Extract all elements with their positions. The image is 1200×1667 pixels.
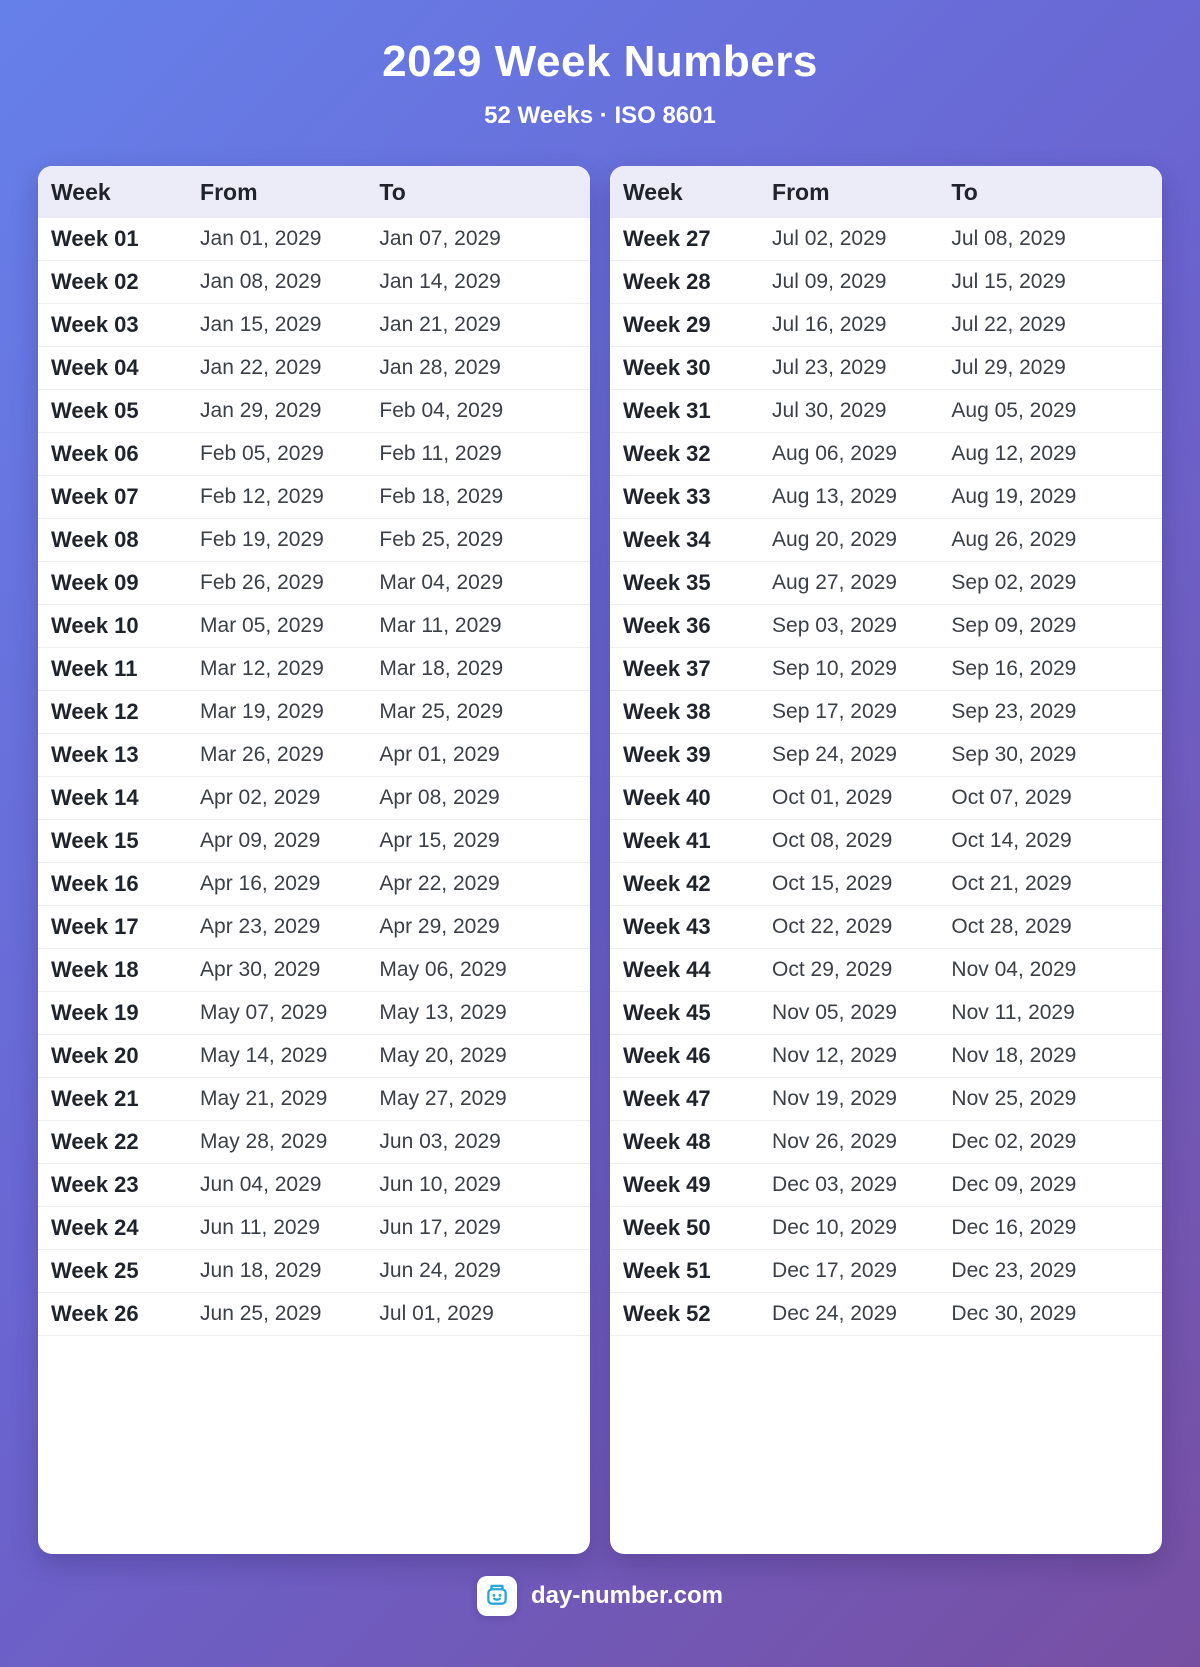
cell-from-date: Jul 30, 2029 <box>772 390 951 433</box>
table-row <box>38 648 590 691</box>
cell-from-date: Nov 19, 2029 <box>772 1078 951 1121</box>
tables-container <box>0 166 1200 1554</box>
week-table-card-right <box>610 166 1162 1554</box>
cell-week-label: Week 27 <box>610 218 772 261</box>
cell-week-label: Week 21 <box>38 1078 200 1121</box>
cell-to-date: Oct 07, 2029 <box>951 777 1162 820</box>
cell-from-date: Apr 30, 2029 <box>200 949 379 992</box>
table-row <box>610 1207 1162 1250</box>
cell-to-date: Jan 07, 2029 <box>379 218 590 261</box>
cell-to-date: Jan 28, 2029 <box>379 347 590 390</box>
site-logo-badge <box>477 1576 517 1616</box>
cell-week-label: Week 31 <box>610 390 772 433</box>
table-row <box>38 562 590 605</box>
cell-to-date: Dec 23, 2029 <box>951 1250 1162 1293</box>
table-row <box>38 992 590 1035</box>
table-row <box>610 648 1162 691</box>
table-header-right <box>610 166 1162 218</box>
cell-from-date: Aug 06, 2029 <box>772 433 951 476</box>
table-row <box>610 1250 1162 1293</box>
cell-to-date: Feb 25, 2029 <box>379 519 590 562</box>
table-row <box>610 562 1162 605</box>
cell-week-label: Week 06 <box>38 433 200 476</box>
cell-from-date: Jul 16, 2029 <box>772 304 951 347</box>
cell-from-date: Apr 02, 2029 <box>200 777 379 820</box>
table-row <box>610 304 1162 347</box>
cell-to-date: May 27, 2029 <box>379 1078 590 1121</box>
table-row <box>610 605 1162 648</box>
table-row <box>38 863 590 906</box>
cell-week-label: Week 24 <box>38 1207 200 1250</box>
cell-week-label: Week 22 <box>38 1121 200 1164</box>
cell-to-date: Apr 22, 2029 <box>379 863 590 906</box>
cell-from-date: Sep 17, 2029 <box>772 691 951 734</box>
cell-from-date: Jul 09, 2029 <box>772 261 951 304</box>
cell-to-date: Jul 29, 2029 <box>951 347 1162 390</box>
cell-week-label: Week 47 <box>610 1078 772 1121</box>
cell-week-label: Week 14 <box>38 777 200 820</box>
table-row <box>610 390 1162 433</box>
cell-from-date: Jan 15, 2029 <box>200 304 379 347</box>
cell-from-date: Nov 26, 2029 <box>772 1121 951 1164</box>
cell-week-label: Week 34 <box>610 519 772 562</box>
cell-to-date: May 13, 2029 <box>379 992 590 1035</box>
cell-to-date: Jun 03, 2029 <box>379 1121 590 1164</box>
cell-to-date: Nov 18, 2029 <box>951 1035 1162 1078</box>
table-header-row <box>38 166 590 218</box>
cell-from-date: Mar 12, 2029 <box>200 648 379 691</box>
cell-from-date: Dec 17, 2029 <box>772 1250 951 1293</box>
cell-week-label: Week 49 <box>610 1164 772 1207</box>
cell-week-label: Week 52 <box>610 1293 772 1336</box>
cell-from-date: Dec 24, 2029 <box>772 1293 951 1336</box>
cell-week-label: Week 48 <box>610 1121 772 1164</box>
cell-to-date: Apr 08, 2029 <box>379 777 590 820</box>
cell-from-date: Sep 10, 2029 <box>772 648 951 691</box>
cell-from-date: Sep 03, 2029 <box>772 605 951 648</box>
column-header-from: From <box>200 166 379 218</box>
cell-week-label: Week 19 <box>38 992 200 1035</box>
cell-from-date: Nov 12, 2029 <box>772 1035 951 1078</box>
table-row <box>38 390 590 433</box>
cell-week-label: Week 02 <box>38 261 200 304</box>
table-row <box>38 1293 590 1336</box>
cell-from-date: Feb 26, 2029 <box>200 562 379 605</box>
table-row <box>38 820 590 863</box>
table-row <box>610 734 1162 777</box>
cell-week-label: Week 08 <box>38 519 200 562</box>
table-row <box>38 734 590 777</box>
column-header-week: Week <box>38 166 200 218</box>
cell-to-date: Dec 30, 2029 <box>951 1293 1162 1336</box>
table-row <box>38 519 590 562</box>
cell-to-date: Mar 04, 2029 <box>379 562 590 605</box>
table-row <box>38 218 590 261</box>
cell-from-date: Apr 16, 2029 <box>200 863 379 906</box>
table-row <box>38 1250 590 1293</box>
week-table-body-left <box>38 218 590 1336</box>
table-row <box>38 605 590 648</box>
site-footer <box>0 1576 1200 1616</box>
cell-from-date: Jun 04, 2029 <box>200 1164 379 1207</box>
cell-to-date: Nov 04, 2029 <box>951 949 1162 992</box>
cell-from-date: May 07, 2029 <box>200 992 379 1035</box>
cell-week-label: Week 46 <box>610 1035 772 1078</box>
cell-to-date: Jun 10, 2029 <box>379 1164 590 1207</box>
cell-to-date: Apr 01, 2029 <box>379 734 590 777</box>
cell-week-label: Week 30 <box>610 347 772 390</box>
cell-to-date: Jan 14, 2029 <box>379 261 590 304</box>
week-table-card-left <box>38 166 590 1554</box>
cell-week-label: Week 18 <box>38 949 200 992</box>
cell-week-label: Week 04 <box>38 347 200 390</box>
cell-from-date: Apr 09, 2029 <box>200 820 379 863</box>
table-row <box>610 218 1162 261</box>
cell-from-date: May 14, 2029 <box>200 1035 379 1078</box>
cell-to-date: Jun 17, 2029 <box>379 1207 590 1250</box>
cell-from-date: Mar 05, 2029 <box>200 605 379 648</box>
table-row <box>38 304 590 347</box>
cell-to-date: Jul 22, 2029 <box>951 304 1162 347</box>
table-row <box>610 1121 1162 1164</box>
cell-week-label: Week 45 <box>610 992 772 1035</box>
cell-from-date: Apr 23, 2029 <box>200 906 379 949</box>
cell-week-label: Week 07 <box>38 476 200 519</box>
table-row <box>610 1293 1162 1336</box>
table-row <box>38 906 590 949</box>
table-header-left <box>38 166 590 218</box>
table-row <box>38 777 590 820</box>
cell-week-label: Week 20 <box>38 1035 200 1078</box>
cell-week-label: Week 01 <box>38 218 200 261</box>
cell-to-date: Oct 21, 2029 <box>951 863 1162 906</box>
cell-from-date: Oct 01, 2029 <box>772 777 951 820</box>
cell-week-label: Week 13 <box>38 734 200 777</box>
cell-from-date: Jan 29, 2029 <box>200 390 379 433</box>
cell-to-date: Sep 30, 2029 <box>951 734 1162 777</box>
cell-from-date: Oct 08, 2029 <box>772 820 951 863</box>
cell-to-date: Oct 14, 2029 <box>951 820 1162 863</box>
cell-from-date: Nov 05, 2029 <box>772 992 951 1035</box>
table-row <box>38 1164 590 1207</box>
cell-week-label: Week 41 <box>610 820 772 863</box>
cell-week-label: Week 37 <box>610 648 772 691</box>
table-row <box>610 863 1162 906</box>
table-row <box>610 820 1162 863</box>
cell-week-label: Week 26 <box>38 1293 200 1336</box>
table-row <box>38 691 590 734</box>
cell-to-date: Sep 02, 2029 <box>951 562 1162 605</box>
table-row <box>38 1035 590 1078</box>
cell-week-label: Week 42 <box>610 863 772 906</box>
cell-from-date: Jan 01, 2029 <box>200 218 379 261</box>
cell-to-date: Oct 28, 2029 <box>951 906 1162 949</box>
calendar-smiley-icon <box>483 1582 511 1610</box>
cell-week-label: Week 11 <box>38 648 200 691</box>
cell-to-date: Mar 18, 2029 <box>379 648 590 691</box>
cell-week-label: Week 23 <box>38 1164 200 1207</box>
week-table-right <box>610 166 1162 1336</box>
cell-to-date: May 20, 2029 <box>379 1035 590 1078</box>
cell-week-label: Week 43 <box>610 906 772 949</box>
table-row <box>610 691 1162 734</box>
cell-to-date: Jul 08, 2029 <box>951 218 1162 261</box>
cell-to-date: Sep 16, 2029 <box>951 648 1162 691</box>
cell-to-date: Dec 09, 2029 <box>951 1164 1162 1207</box>
cell-to-date: Dec 02, 2029 <box>951 1121 1162 1164</box>
cell-from-date: Sep 24, 2029 <box>772 734 951 777</box>
cell-from-date: Feb 12, 2029 <box>200 476 379 519</box>
cell-week-label: Week 44 <box>610 949 772 992</box>
table-row <box>38 433 590 476</box>
cell-from-date: Jul 02, 2029 <box>772 218 951 261</box>
cell-week-label: Week 32 <box>610 433 772 476</box>
cell-from-date: Oct 15, 2029 <box>772 863 951 906</box>
cell-week-label: Week 51 <box>610 1250 772 1293</box>
cell-to-date: Aug 26, 2029 <box>951 519 1162 562</box>
cell-to-date: Aug 19, 2029 <box>951 476 1162 519</box>
column-header-to: To <box>379 166 590 218</box>
table-row <box>610 1164 1162 1207</box>
cell-week-label: Week 28 <box>610 261 772 304</box>
cell-week-label: Week 50 <box>610 1207 772 1250</box>
cell-to-date: Feb 04, 2029 <box>379 390 590 433</box>
table-row <box>38 1207 590 1250</box>
table-row <box>610 261 1162 304</box>
table-row <box>38 949 590 992</box>
cell-week-label: Week 33 <box>610 476 772 519</box>
cell-from-date: Jun 25, 2029 <box>200 1293 379 1336</box>
table-row <box>38 261 590 304</box>
cell-week-label: Week 29 <box>610 304 772 347</box>
week-table-body-right <box>610 218 1162 1336</box>
cell-week-label: Week 10 <box>38 605 200 648</box>
cell-from-date: Oct 22, 2029 <box>772 906 951 949</box>
column-header-week: Week <box>610 166 772 218</box>
cell-to-date: Feb 11, 2029 <box>379 433 590 476</box>
table-row <box>610 992 1162 1035</box>
cell-week-label: Week 16 <box>38 863 200 906</box>
cell-to-date: Mar 11, 2029 <box>379 605 590 648</box>
cell-from-date: Aug 13, 2029 <box>772 476 951 519</box>
cell-week-label: Week 15 <box>38 820 200 863</box>
table-row <box>610 476 1162 519</box>
cell-to-date: Nov 25, 2029 <box>951 1078 1162 1121</box>
cell-to-date: Apr 29, 2029 <box>379 906 590 949</box>
table-row <box>610 1078 1162 1121</box>
table-row <box>610 519 1162 562</box>
column-header-from: From <box>772 166 951 218</box>
cell-from-date: Jan 08, 2029 <box>200 261 379 304</box>
cell-to-date: Nov 11, 2029 <box>951 992 1162 1035</box>
cell-from-date: Mar 26, 2029 <box>200 734 379 777</box>
page-header <box>0 0 1200 130</box>
column-header-to: To <box>951 166 1162 218</box>
table-row <box>610 906 1162 949</box>
cell-from-date: Jan 22, 2029 <box>200 347 379 390</box>
cell-to-date: Jun 24, 2029 <box>379 1250 590 1293</box>
table-row <box>610 433 1162 476</box>
cell-week-label: Week 03 <box>38 304 200 347</box>
cell-from-date: Feb 05, 2029 <box>200 433 379 476</box>
cell-from-date: Oct 29, 2029 <box>772 949 951 992</box>
cell-from-date: Jun 11, 2029 <box>200 1207 379 1250</box>
cell-to-date: Sep 23, 2029 <box>951 691 1162 734</box>
cell-from-date: Dec 03, 2029 <box>772 1164 951 1207</box>
cell-to-date: Feb 18, 2029 <box>379 476 590 519</box>
cell-from-date: Mar 19, 2029 <box>200 691 379 734</box>
cell-from-date: Feb 19, 2029 <box>200 519 379 562</box>
table-row <box>610 949 1162 992</box>
cell-week-label: Week 25 <box>38 1250 200 1293</box>
site-domain: day-number.com <box>530 1582 724 1609</box>
cell-week-label: Week 36 <box>610 605 772 648</box>
table-row <box>610 777 1162 820</box>
table-row <box>38 1078 590 1121</box>
cell-to-date: Apr 15, 2029 <box>379 820 590 863</box>
table-row <box>610 347 1162 390</box>
page-title: 2029 Week Numbers <box>382 37 818 86</box>
cell-from-date: May 21, 2029 <box>200 1078 379 1121</box>
table-row <box>38 476 590 519</box>
cell-to-date: Dec 16, 2029 <box>951 1207 1162 1250</box>
cell-week-label: Week 05 <box>38 390 200 433</box>
cell-to-date: Aug 05, 2029 <box>951 390 1162 433</box>
table-row <box>38 1121 590 1164</box>
cell-week-label: Week 12 <box>38 691 200 734</box>
cell-week-label: Week 38 <box>610 691 772 734</box>
cell-week-label: Week 09 <box>38 562 200 605</box>
cell-to-date: Aug 12, 2029 <box>951 433 1162 476</box>
cell-from-date: Dec 10, 2029 <box>772 1207 951 1250</box>
cell-from-date: Jul 23, 2029 <box>772 347 951 390</box>
cell-from-date: May 28, 2029 <box>200 1121 379 1164</box>
cell-to-date: Mar 25, 2029 <box>379 691 590 734</box>
cell-week-label: Week 17 <box>38 906 200 949</box>
cell-to-date: Sep 09, 2029 <box>951 605 1162 648</box>
cell-week-label: Week 35 <box>610 562 772 605</box>
cell-week-label: Week 39 <box>610 734 772 777</box>
cell-to-date: May 06, 2029 <box>379 949 590 992</box>
cell-to-date: Jan 21, 2029 <box>379 304 590 347</box>
cell-from-date: Jun 18, 2029 <box>200 1250 379 1293</box>
cell-to-date: Jul 15, 2029 <box>951 261 1162 304</box>
table-header-row <box>610 166 1162 218</box>
page-subtitle: 52 Weeks · ISO 8601 <box>484 102 716 129</box>
week-table-left <box>38 166 590 1336</box>
cell-to-date: Jul 01, 2029 <box>379 1293 590 1336</box>
table-row <box>38 347 590 390</box>
cell-week-label: Week 40 <box>610 777 772 820</box>
cell-from-date: Aug 20, 2029 <box>772 519 951 562</box>
table-row <box>610 1035 1162 1078</box>
cell-from-date: Aug 27, 2029 <box>772 562 951 605</box>
